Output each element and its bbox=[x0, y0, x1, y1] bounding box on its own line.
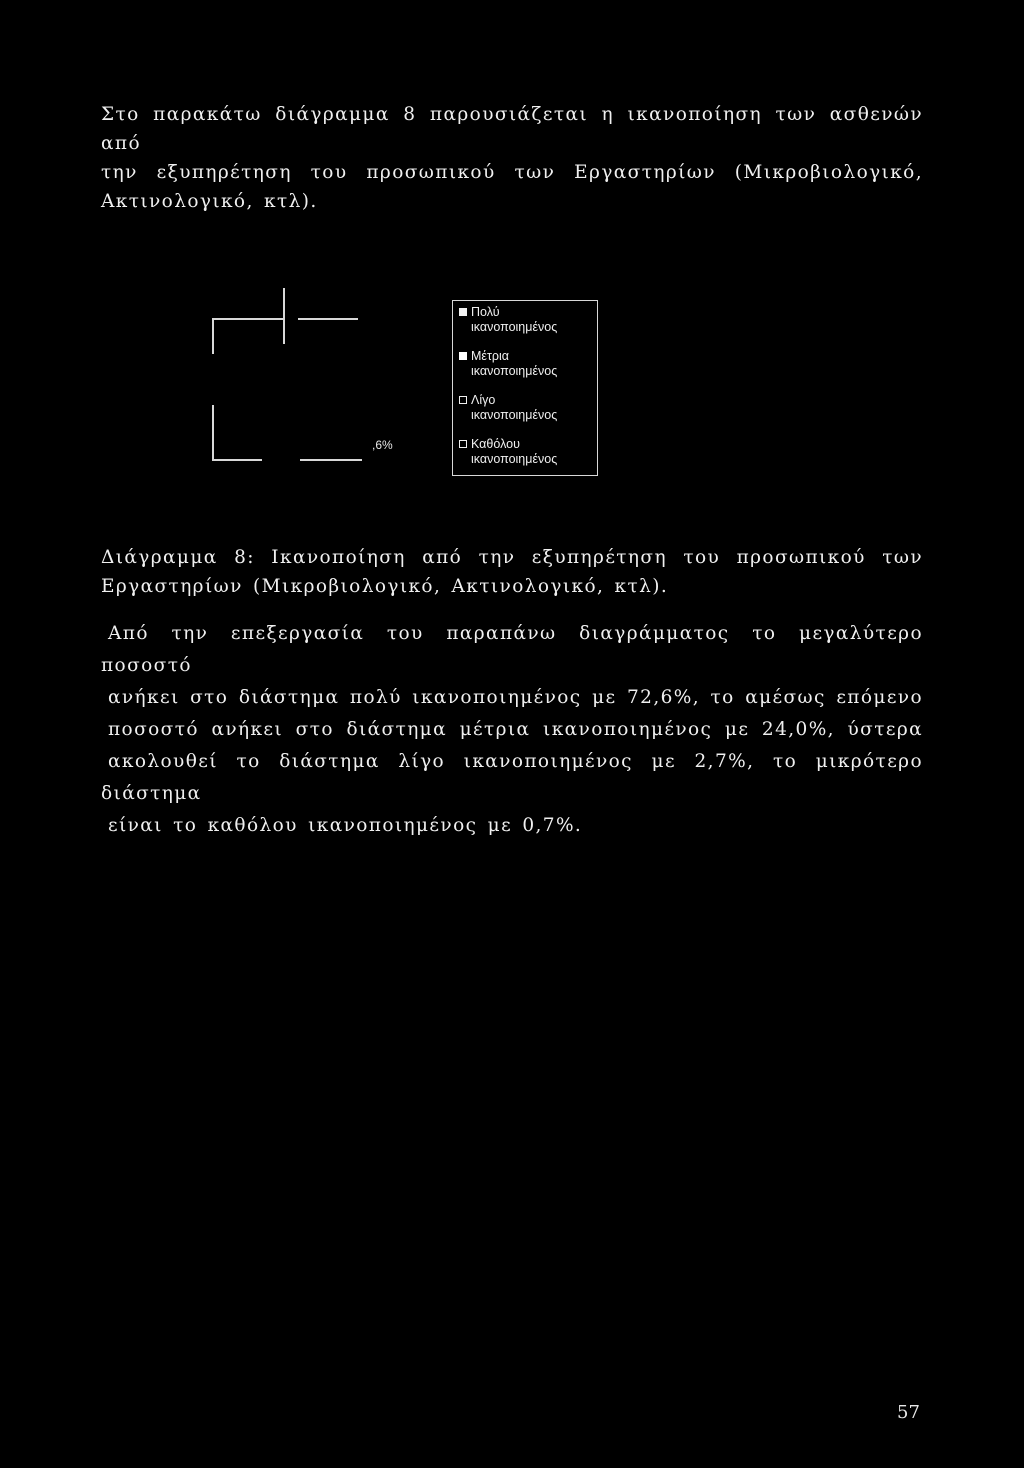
legend-item-label: Λίγο bbox=[471, 393, 496, 407]
legend-item-sublabel: ικανοποιημένος bbox=[471, 408, 558, 422]
chart-stroke-left-lower bbox=[212, 405, 214, 460]
legend-item-metria bbox=[459, 349, 557, 379]
legend-item-sublabel: ικανοποιημένος bbox=[471, 452, 558, 466]
intro-line-2: την εξυπηρέτηση του προσωπικού των Εργαστηρίων (Μικροβιολογικό, bbox=[101, 162, 923, 183]
chart-stroke-top-left bbox=[212, 318, 284, 320]
legend-swatch-hollow bbox=[459, 396, 467, 404]
caption-line-2: Εργαστηρίων (Μικροβιολογικό, Ακτινολογικό, κτλ). bbox=[101, 576, 669, 597]
legend-item-label: Μέτρια bbox=[471, 349, 510, 363]
body-line-2: ανήκει στο διάστημα πολύ ικανοποιημένος με 72,6%, το αμέσως επόμενο bbox=[108, 687, 923, 708]
legend-item-poly bbox=[459, 305, 557, 335]
chart-stroke-vertical-top bbox=[283, 288, 285, 344]
page-number: 57 bbox=[897, 1402, 920, 1423]
body-line-4: ακολουθεί το διάστημα λίγο ικανοποιημένος με 2,7%, το μικρότερο διάστημα bbox=[101, 751, 923, 804]
legend-swatch-filled bbox=[459, 352, 467, 360]
body-line-5: είναι το καθόλου ικανοποιημένος με 0,7%. bbox=[108, 815, 583, 836]
legend-item-label: Πολύ bbox=[471, 305, 500, 319]
analysis-paragraph bbox=[101, 618, 923, 842]
legend-item-sublabel: ικανοποιημένος bbox=[471, 320, 558, 334]
legend-swatch-hollow bbox=[459, 440, 467, 448]
caption-line-1: Διάγραμμα 8: Ικανοποίηση από την εξυπηρέτηση του προσωπικού των bbox=[101, 547, 923, 568]
intro-paragraph bbox=[101, 100, 923, 216]
legend-item-label: Καθόλου bbox=[471, 437, 520, 451]
chart-stroke-bottom-right bbox=[300, 459, 362, 461]
chart-stroke-left-upper bbox=[212, 318, 214, 354]
figure-caption bbox=[101, 543, 923, 601]
chart-legend bbox=[452, 300, 598, 476]
body-line-1: Από την επεξεργασία του παραπάνω διαγράμματος το μεγαλύτερο ποσοστό bbox=[101, 623, 923, 676]
legend-item-ligo bbox=[459, 393, 557, 423]
pie-data-label-fragment: ,6% bbox=[372, 438, 393, 452]
legend-item-sublabel: ικανοποιημένος bbox=[471, 364, 558, 378]
intro-line-3: Ακτινολογικό, κτλ). bbox=[101, 191, 318, 212]
chart-stroke-bottom-left bbox=[212, 459, 262, 461]
body-line-3: ποσοστό ανήκει στο διάστημα μέτρια ικανοποιημένος με 24,0%, ύστερα bbox=[108, 719, 923, 740]
legend-item-katholou bbox=[459, 437, 557, 467]
legend-swatch-filled bbox=[459, 308, 467, 316]
intro-line-1: Στο παρακάτω διάγραμμα 8 παρουσιάζεται η ικανοποίηση των ασθενών από bbox=[101, 104, 923, 154]
chart-stroke-top-right bbox=[298, 318, 358, 320]
